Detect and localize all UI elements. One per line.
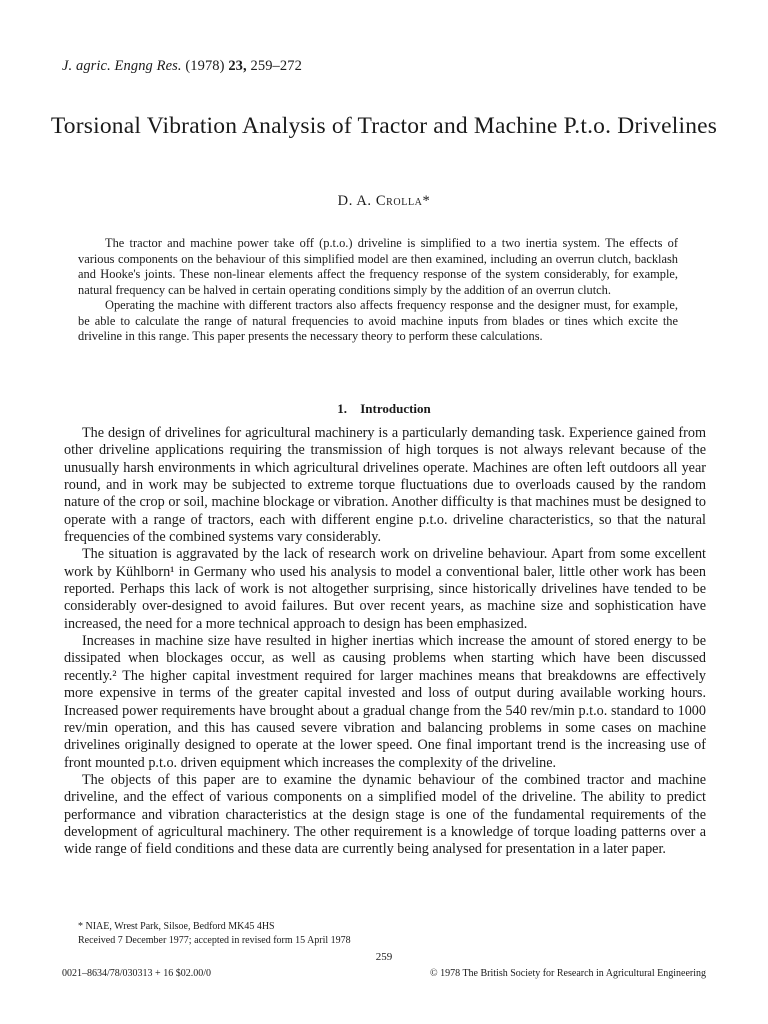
copyright-notice: © 1978 The British Society for Research in Agricultural Engineering bbox=[430, 968, 706, 979]
affiliation-footnote: * NIAE, Wrest Park, Silsoe, Bedford MK45 4HS bbox=[78, 921, 275, 932]
section-title: Introduction bbox=[360, 401, 431, 416]
journal-pages: 259–272 bbox=[250, 58, 302, 74]
journal-year: (1978) bbox=[185, 58, 225, 74]
journal-volume: 23, bbox=[228, 58, 247, 74]
page-number: 259 bbox=[375, 951, 393, 963]
body-paragraph: The situation is aggravated by the lack of research work on driveline behaviour. Apart from some excellent work by Kühlborn¹ in Germany who used his analysis to model a conventional baler, little other work has been reported. Perhaps this lack of work is not altogether surprising, since historically drivelines have tended to be considerably over-designed to avoid failures. But over recent years, as machine size and sophistication have increased, the need for a more technical approach to design has been emphasized. bbox=[64, 546, 706, 632]
author-footnote-mark: * bbox=[422, 193, 431, 209]
abstract-paragraph: The tractor and machine power take off (p.t.o.) driveline is simplified to a two inertia system. The effects of various components on the behaviour of this simplified model are then examined, including an overrun clutch, backlash and Hooke's joints. These non-linear elements affect the frequency response of the system considerably, for example, natural frequency can be halved in certain operating conditions simply by the addition of an overrun clutch. bbox=[78, 236, 678, 297]
section-heading bbox=[0, 401, 768, 417]
journal-reference bbox=[62, 58, 302, 75]
body-text bbox=[64, 425, 706, 859]
journal-name: J. agric. Engng Res. bbox=[62, 58, 182, 74]
paper-title: Torsional Vibration Analysis of Tractor and Machine P.t.o. Drivelines bbox=[50, 113, 718, 139]
author-initials: D. A. bbox=[337, 193, 372, 209]
body-paragraph: The objects of this paper are to examine the dynamic behaviour of the combined tractor and machine driveline, and the effect of various components on a simplified model of the driveline. The ability to predict performance and vibration characteristics at the design stage is one of the fundamental requirements of the development of agricultural machinery. The other requirement is a knowledge of torque loading patterns over a wide range of field conditions and these data are currently being analysed for presentation in a later paper. bbox=[64, 771, 706, 858]
body-paragraph: The design of drivelines for agricultural machinery is a particularly demanding task. Experience gained from other driveline applications requiring the transmission of high torques is not always relevant because of the unusually harsh environments in which agricultural drivelines operate. Machines are often left outdoors all year round, and in work may be subjected to extreme torque fluctuations due to overloads caused by the random nature of the crop or soil, machine blockage or vibration. Another difficulty is that machines must be designed to operate with a range of tractors, each with different engine p.t.o. driveline characteristics, so that the natural frequencies of the combined systems vary considerably. bbox=[64, 425, 706, 546]
author-surname: Crolla bbox=[375, 193, 423, 209]
author-line bbox=[0, 193, 768, 210]
section-number: 1. bbox=[337, 401, 347, 416]
abstract-paragraph: Operating the machine with different tractors also affects frequency response and the designer must, for example, be able to calculate the range of natural frequencies to avoid machine inputs from blades or tines which excite the driveline in this range. This paper presents the necessary theory to perform these calculations. bbox=[78, 298, 678, 343]
abstract bbox=[78, 236, 678, 345]
footnotes bbox=[78, 920, 578, 948]
body-paragraph: Increases in machine size have resulted in higher inertias which increase the amount of stored energy to be dissipated when blockages occur, as well as causing problems when starting which have been discussed recently.² The higher capital investment required for larger machines means that breakdowns are effectively more expensive in terms of the greater capital invested and loss of output during available working hours. Increased power requirements have brought about a gradual change from the 540 rev/min p.t.o. standard to 1000 rev/min operation, and this has caused severe vibration and balancing problems in some cases on machine drivelines originally designed to operate at the lower speed. One final important trend is the increasing use of front mounted p.t.o. driven equipment which increases the complexity of the driveline. bbox=[64, 633, 706, 771]
article-code: 0021–8634/78/030313 + 16 $02.00/0 bbox=[62, 968, 211, 979]
received-note: Received 7 December 1977; accepted in revised form 15 April 1978 bbox=[78, 935, 351, 946]
